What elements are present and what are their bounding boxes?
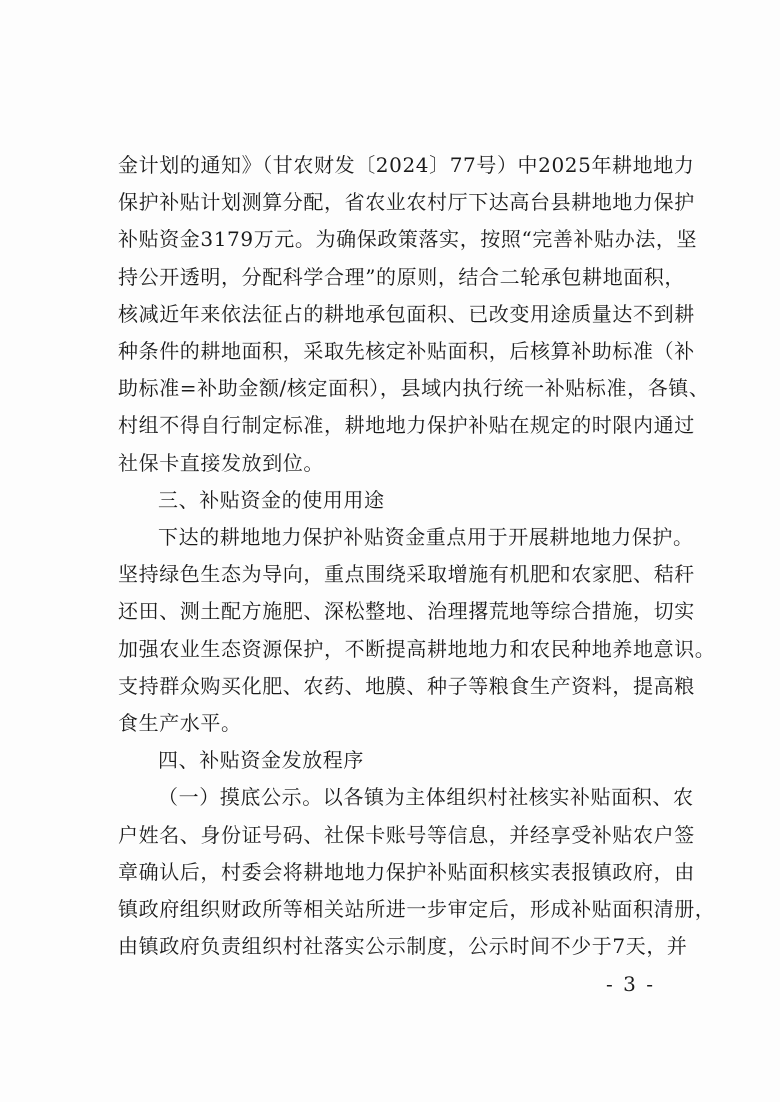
text-line: 还田、测土配方施肥、深松整地、治理撂荒地等综合措施，切实: [118, 599, 695, 624]
text-line: 助标准=补助金额/核定面积），县域内执行统一补贴标准，各镇、: [118, 376, 710, 401]
section-heading-3: 三、补贴资金的使用用途: [158, 487, 385, 512]
text-line: 社保卡直接发放到位。: [118, 450, 324, 475]
text-line: 金计划的通知》（甘农财发〔2024〕77号）中2025年耕地地力: [118, 153, 695, 177]
text-line: 镇政府组织财政所等相关站所进一步审定后，形成补贴面积清册，: [118, 897, 716, 922]
text-line: 村组不得自行制定标准，耕地地力保护补贴在规定的时限内通过: [118, 413, 695, 438]
text-line: 加强农业生态资源保护，不断提高耕地地力和农民种地养地意识。: [118, 636, 716, 661]
text-line: 核减近年来依法征占的耕地承包面积、已改变用途质量达不到耕: [118, 301, 695, 326]
text-line: 支持群众购买化肥、农药、地膜、种子等粮食生产资料，提高粮: [118, 673, 695, 698]
paragraph-first-line: （一）摸底公示。以各镇为主体组织村社核实补贴面积、农: [158, 785, 694, 810]
text-line: 种条件的耕地面积，采取先核定补贴面积，后核算补助标准（补: [118, 339, 695, 364]
document-body: [118, 147, 716, 965]
paragraph-first-line: 下达的耕地地力保护补贴资金重点用于开展耕地地力保护。: [158, 525, 694, 550]
section-heading-4: 四、补贴资金发放程序: [158, 748, 364, 773]
text-line: 由镇政府负责组织村社落实公示制度，公示时间不少于7天，并: [118, 934, 688, 959]
page-number: - 3 -: [606, 972, 655, 996]
text-line: 持公开透明，分配科学合理”的原则，结合二轮承包耕地面积，: [118, 264, 686, 289]
text-line: 坚持绿色生态为导向，重点围绕采取增施有机肥和农家肥、秸秆: [118, 562, 695, 587]
text-line: 保护补贴计划测算分配，省农业农村厅下达高台县耕地地力保护: [118, 190, 695, 215]
text-line: 食生产水平。: [118, 711, 242, 736]
text-line: 章确认后，村委会将耕地地力保护补贴面积核实表报镇政府，由: [118, 859, 695, 884]
text-line: 补贴资金3179万元。为确保政策落实，按照“完善补贴办法，坚: [118, 227, 698, 252]
text-line: 户姓名、身份证号码、社保卡账号等信息，并经享受补贴农户签: [118, 822, 695, 847]
